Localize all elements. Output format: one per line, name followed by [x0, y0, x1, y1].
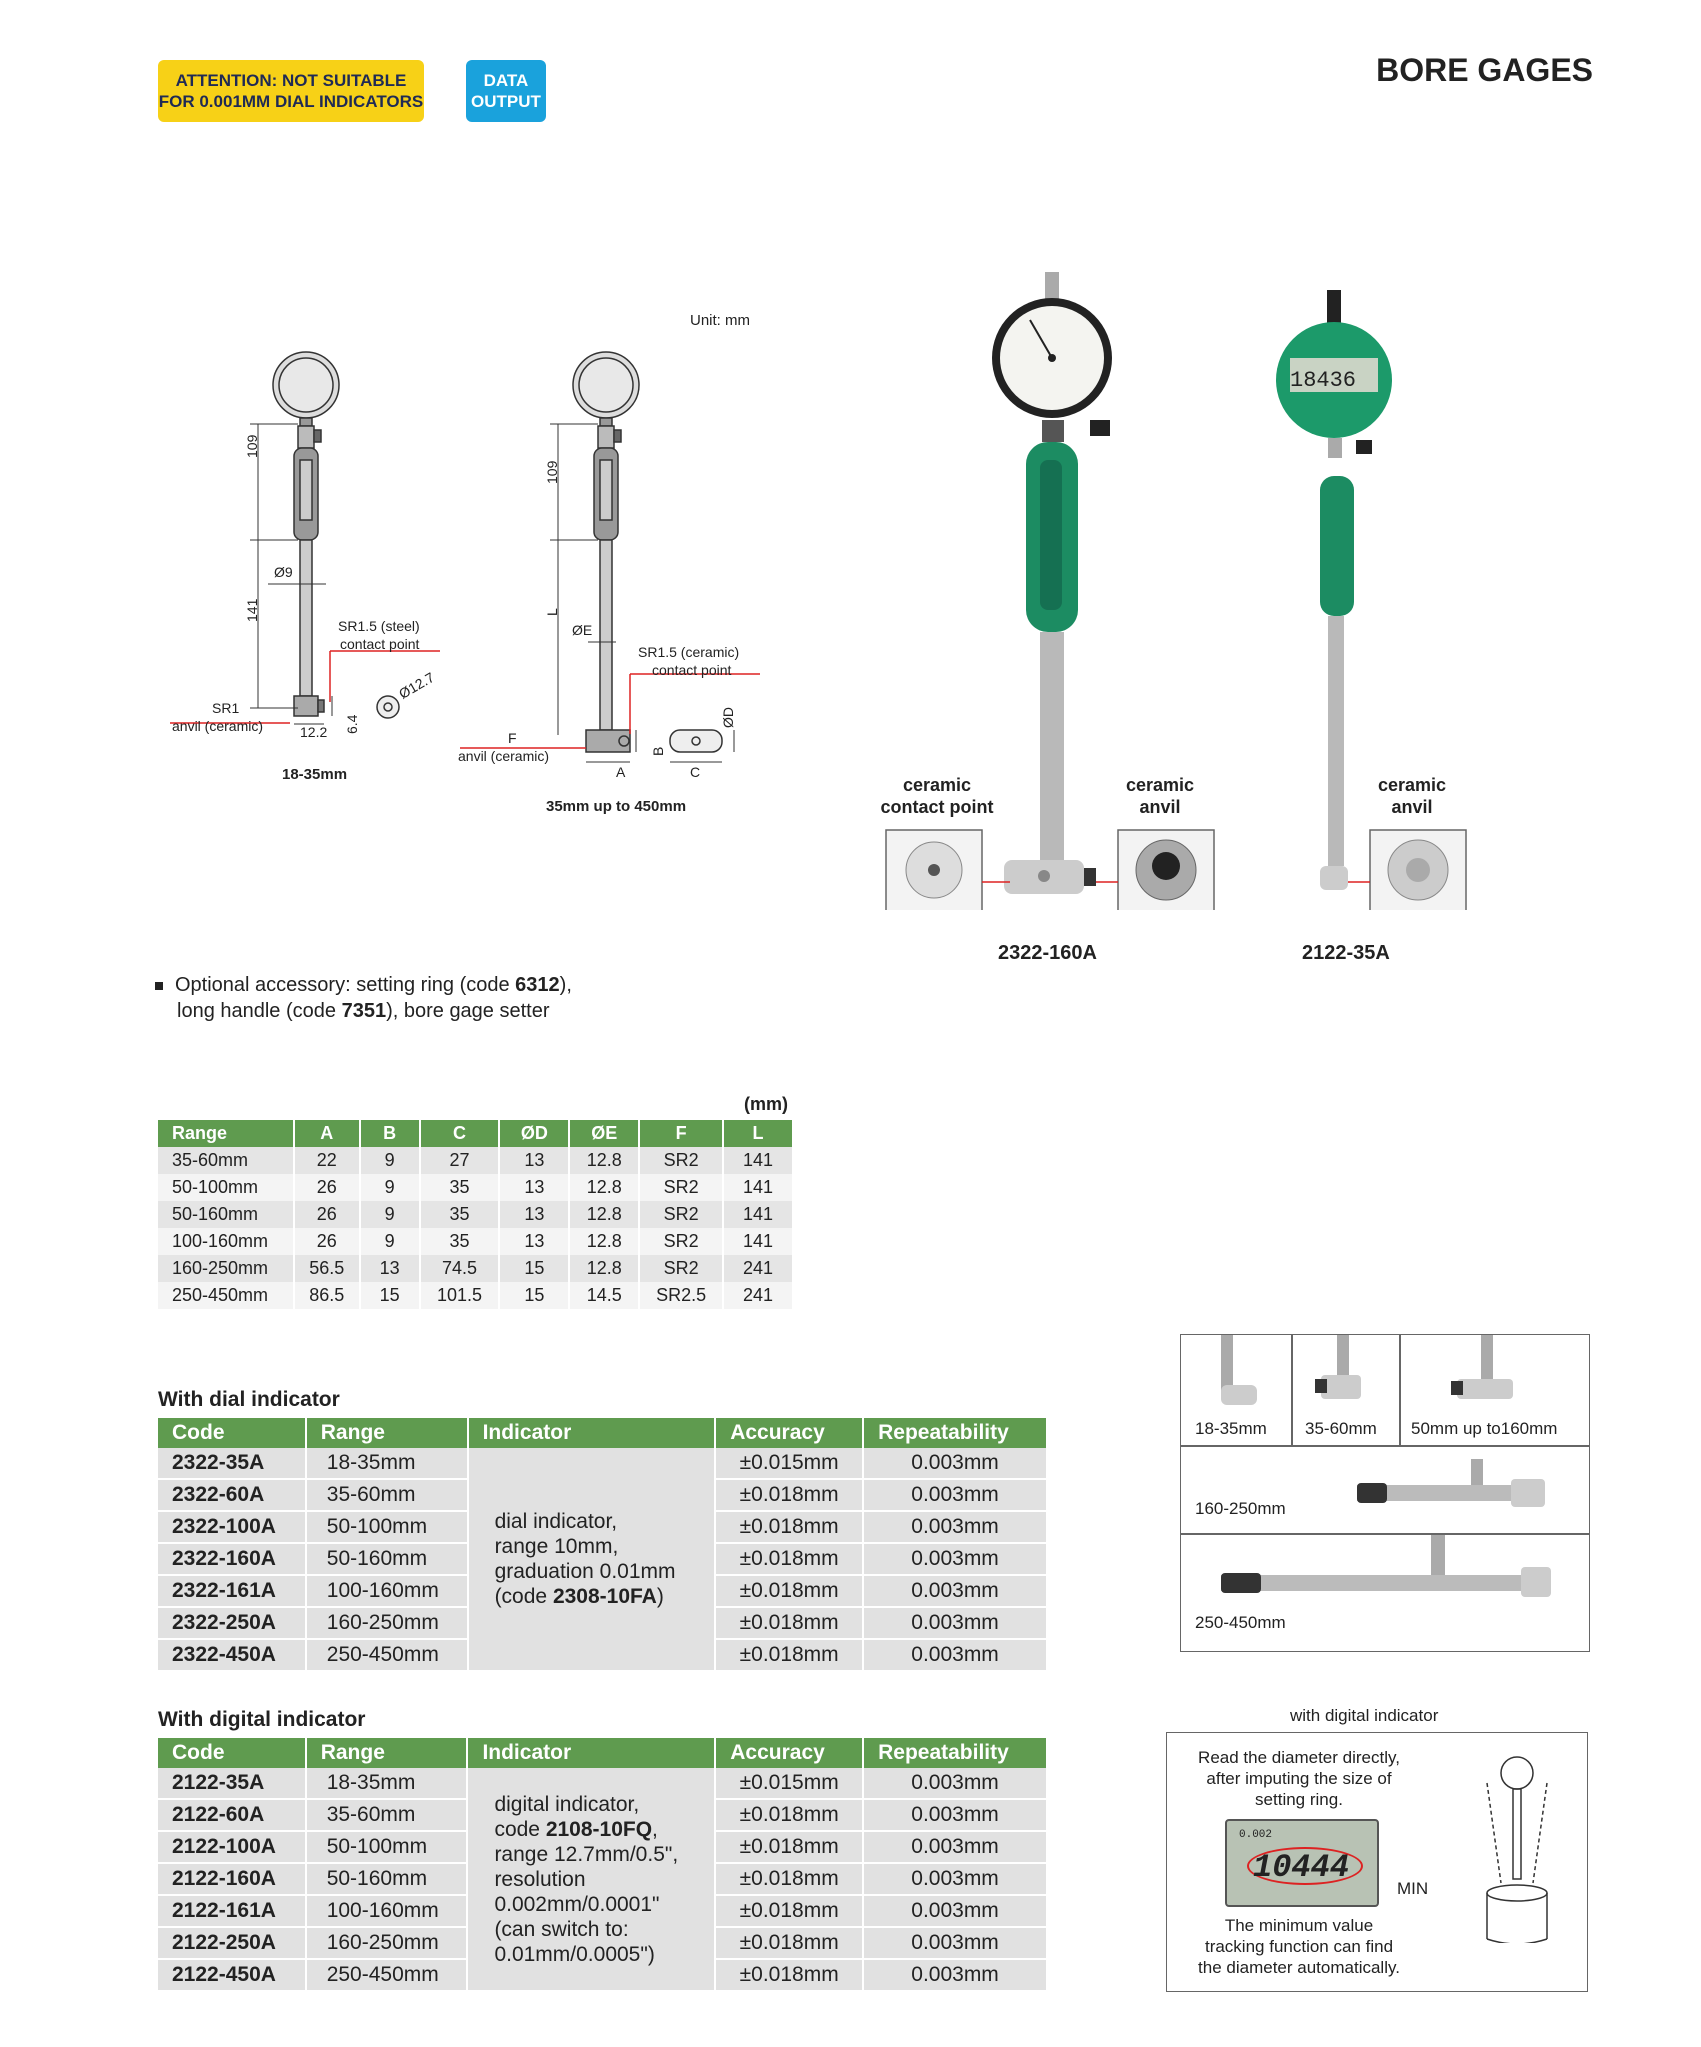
digital-header: Accuracy: [715, 1738, 863, 1768]
left-gauge-drawing: [273, 352, 399, 718]
dial-header: Repeatability: [863, 1418, 1047, 1448]
unit-label: Unit: mm: [690, 312, 750, 329]
model-range: 18-35mm: [306, 1448, 468, 1479]
indicator-code: 2108-10FQ: [545, 1817, 653, 1841]
table-cell: 241: [723, 1282, 793, 1309]
model-range: 18-35mm: [306, 1768, 468, 1799]
table-cell: 26: [294, 1201, 360, 1228]
data-line-2: OUTPUT: [471, 92, 541, 111]
model-accuracy: ±0.018mm: [715, 1959, 863, 1991]
model-code: 2322-250A: [158, 1607, 306, 1639]
text-line: Read the diameter directly,: [1198, 1748, 1400, 1767]
model-repeatability: 0.003mm: [863, 1895, 1047, 1927]
page-title: BORE GAGES: [1376, 52, 1593, 88]
label-ceramic-anvil-2: [1362, 774, 1462, 818]
model-repeatability: 0.003mm: [863, 1511, 1047, 1543]
model-range: 100-160mm: [306, 1895, 468, 1927]
dim-C: C: [690, 764, 701, 780]
attention-line-2: FOR 0.001MM DIAL INDICATORS: [158, 92, 424, 111]
digital-header-row: [158, 1738, 1047, 1768]
model-code: 2322-161A: [158, 1575, 306, 1607]
table-cell: 56.5: [294, 1255, 360, 1282]
dim-F: F: [508, 730, 517, 746]
dim-header: F: [639, 1120, 723, 1147]
model-repeatability: 0.003mm: [863, 1639, 1047, 1671]
table-cell: 141: [723, 1147, 793, 1174]
table-cell: 9: [360, 1228, 420, 1255]
table-row: [158, 1448, 1047, 1479]
model-accuracy: ±0.018mm: [715, 1863, 863, 1895]
table-cell: 27: [420, 1147, 500, 1174]
table-cell: 9: [360, 1174, 420, 1201]
label-line: ceramic: [1377, 775, 1447, 795]
table-cell: 50-100mm: [158, 1174, 294, 1201]
model-accuracy: ±0.018mm: [715, 1639, 863, 1671]
sr15-ceramic: SR1.5 (ceramic): [638, 644, 740, 660]
table-cell: 12.8: [569, 1174, 639, 1201]
label-line: ceramic: [1125, 775, 1195, 795]
model-code: 2322-60A: [158, 1479, 306, 1511]
dia127: Ø12.7: [396, 668, 438, 702]
model-range: 50-100mm: [306, 1831, 468, 1863]
indicator-text: ,: [652, 1817, 658, 1841]
dim-B: B: [650, 746, 666, 756]
table-cell: 160-250mm: [158, 1255, 294, 1282]
digital-box-title: with digital indicator: [1290, 1706, 1439, 1725]
table-cell: 35: [420, 1201, 500, 1228]
indicator-code: 2308-10FA: [552, 1585, 657, 1608]
model-range: 250-450mm: [306, 1959, 468, 1991]
table-cell: 13: [499, 1201, 569, 1228]
variant-250-450: 250-450mm: [1195, 1613, 1286, 1632]
model-repeatability: 0.003mm: [863, 1863, 1047, 1895]
label-ceramic-anvil-1: [1110, 774, 1210, 818]
indicator-text: (code: [494, 1585, 553, 1608]
label-line: ceramic: [902, 775, 972, 795]
table-row: [158, 1282, 793, 1309]
table-cell: SR2: [639, 1174, 723, 1201]
text-line: setting ring.: [1255, 1790, 1343, 1809]
digital-display-value: 18436: [1290, 368, 1357, 393]
dim-header: C: [420, 1120, 500, 1147]
dial-indicator-table: [158, 1418, 1048, 1672]
contact-point-left: contact point: [340, 636, 420, 652]
attention-badge: [158, 60, 424, 122]
attention-line-1: ATTENTION: NOT SUITABLE: [175, 71, 407, 90]
dim-header: ØD: [499, 1120, 569, 1147]
text-line: after imputing the size of: [1206, 1769, 1392, 1788]
indicator-line: (can switch to:: [494, 1917, 629, 1941]
model-range: 35-60mm: [306, 1799, 468, 1831]
table-cell: 12.8: [569, 1201, 639, 1228]
model-code: 2322-160A: [158, 1543, 306, 1575]
text-line: the diameter automatically.: [1198, 1958, 1400, 1977]
table-row: [158, 1228, 793, 1255]
digital-text-bottom: [1179, 1915, 1419, 1978]
model-range: 160-250mm: [306, 1607, 468, 1639]
acc-code-7351: 7351: [341, 1000, 387, 1022]
indicator-text: ): [656, 1585, 664, 1608]
digital-text-top: [1179, 1747, 1419, 1810]
dim-table-unit: (mm): [744, 1094, 788, 1114]
dial-header: Code: [158, 1418, 306, 1448]
indicator-line: range 10mm,: [494, 1535, 619, 1558]
digital-header: Code: [158, 1738, 306, 1768]
dim-122: 12.2: [300, 724, 328, 740]
label-line: anvil: [1139, 797, 1181, 817]
lcd-value: 10444: [1253, 1849, 1350, 1886]
table-row: [158, 1255, 793, 1282]
model-repeatability: 0.003mm: [863, 1543, 1047, 1575]
table-row: [158, 1201, 793, 1228]
table-cell: 141: [723, 1201, 793, 1228]
dim-header: Range: [158, 1120, 294, 1147]
digital-header: Indicator: [467, 1738, 715, 1768]
accessory-note: [155, 972, 572, 1024]
digital-feature-box: [1166, 1732, 1588, 1992]
dim-109-left: 109: [244, 434, 260, 458]
table-cell: SR2: [639, 1255, 723, 1282]
table-cell: 15: [499, 1255, 569, 1282]
dim-header: B: [360, 1120, 420, 1147]
dim-L: L: [544, 608, 560, 616]
caption-right: 35mm up to 450mm: [546, 798, 687, 815]
dim-header-row: [158, 1120, 793, 1147]
model-accuracy: ±0.018mm: [715, 1799, 863, 1831]
table-cell: 13: [499, 1174, 569, 1201]
dim-header: L: [723, 1120, 793, 1147]
table-cell: SR2.5: [639, 1282, 723, 1309]
table-cell: 13: [499, 1147, 569, 1174]
table-cell: 86.5: [294, 1282, 360, 1309]
variant-50-160: 50mm up to160mm: [1411, 1419, 1558, 1438]
dim-109-right: 109: [544, 460, 560, 484]
model-code: 2322-450A: [158, 1639, 306, 1671]
min-label: MIN: [1397, 1879, 1429, 1898]
sr1: SR1: [212, 700, 240, 716]
acc-text: ), bore gage setter: [386, 1000, 550, 1022]
indicator-code-line: [495, 1584, 715, 1609]
acc-text: Optional accessory: setting ring (code: [175, 974, 516, 996]
dial-header: Indicator: [468, 1418, 716, 1448]
table-cell: 250-450mm: [158, 1282, 294, 1309]
model-repeatability: 0.003mm: [863, 1448, 1047, 1479]
table-cell: SR2: [639, 1147, 723, 1174]
model-code: 2122-60A: [158, 1799, 306, 1831]
table-cell: 22: [294, 1147, 360, 1174]
digital-header: Repeatability: [863, 1738, 1047, 1768]
model-accuracy: ±0.018mm: [715, 1575, 863, 1607]
dial-header-row: [158, 1418, 1047, 1448]
model-code: 2122-161A: [158, 1895, 306, 1927]
table-cell: 13: [360, 1255, 420, 1282]
model-accuracy: ±0.018mm: [715, 1831, 863, 1863]
indicator-code-line: [494, 1817, 714, 1842]
model-code: 2322-100A: [158, 1511, 306, 1543]
variant-18-35: 18-35mm: [1195, 1419, 1267, 1438]
data-line-1: DATA: [483, 71, 529, 90]
dial-header: Accuracy: [715, 1418, 863, 1448]
model-2122-35A: 2122-35A: [1302, 942, 1390, 964]
indicator-line: range 12.7mm/0.5",: [494, 1842, 679, 1866]
acc-text: long handle (code: [177, 1000, 342, 1022]
indicator-line: digital indicator,: [494, 1792, 640, 1816]
indicator-line: 0.01mm/0.0005"): [494, 1942, 655, 1966]
table-row: [158, 1174, 793, 1201]
model-accuracy: ±0.018mm: [715, 1927, 863, 1959]
table-cell: 9: [360, 1201, 420, 1228]
table-cell: 35: [420, 1174, 500, 1201]
table-cell: 26: [294, 1228, 360, 1255]
model-code: 2122-250A: [158, 1927, 306, 1959]
model-accuracy: ±0.018mm: [715, 1895, 863, 1927]
table-cell: 50-160mm: [158, 1201, 294, 1228]
indicator-line: graduation 0.01mm: [494, 1560, 676, 1583]
digital-indicator-table: [158, 1738, 1048, 1992]
model-code: 2122-160A: [158, 1863, 306, 1895]
model-2322-160A: 2322-160A: [998, 942, 1097, 964]
anvil-ceramic-right: anvil (ceramic): [458, 748, 550, 764]
text-line: tracking function can find: [1204, 1937, 1394, 1956]
model-range: 50-160mm: [306, 1543, 468, 1575]
model-range: 35-60mm: [306, 1479, 468, 1511]
acc-text: ),: [559, 974, 572, 996]
dimension-table: [158, 1120, 794, 1309]
model-repeatability: 0.003mm: [863, 1479, 1047, 1511]
sr15-steel: SR1.5 (steel): [338, 618, 420, 634]
table-cell: 12.8: [569, 1255, 639, 1282]
indicator-text: code: [494, 1817, 546, 1841]
model-range: 160-250mm: [306, 1927, 468, 1959]
dim-dia9: Ø9: [274, 564, 293, 580]
table-cell: 35-60mm: [158, 1147, 294, 1174]
table-cell: 14.5: [569, 1282, 639, 1309]
indicator-description: [467, 1768, 715, 1991]
table-cell: 74.5: [420, 1255, 500, 1282]
bore-measurement-illustration: [1457, 1743, 1577, 1943]
table-cell: 241: [723, 1255, 793, 1282]
model-range: 50-160mm: [306, 1863, 468, 1895]
table-cell: SR2: [639, 1228, 723, 1255]
model-code: 2322-35A: [158, 1448, 306, 1479]
indicator-line: 0.002mm/0.0001": [494, 1892, 660, 1916]
variants-illustration: [1181, 1335, 1589, 1651]
table-row: [158, 1147, 793, 1174]
model-repeatability: 0.003mm: [863, 1607, 1047, 1639]
table-cell: 12.8: [569, 1228, 639, 1255]
label-line: contact point: [880, 797, 994, 817]
label-ceramic-contact-point: [852, 774, 1022, 818]
dim-header: ØE: [569, 1120, 639, 1147]
variants-box: [1180, 1334, 1590, 1652]
table-cell: SR2: [639, 1201, 723, 1228]
digital-header: Range: [306, 1738, 468, 1768]
model-range: 100-160mm: [306, 1575, 468, 1607]
dim-141-left: 141: [244, 598, 260, 622]
model-accuracy: ±0.018mm: [715, 1479, 863, 1511]
model-code: 2122-35A: [158, 1768, 306, 1799]
lcd-small-value: 0.002: [1239, 1829, 1273, 1841]
indicator-line: resolution: [494, 1867, 586, 1891]
model-accuracy: ±0.018mm: [715, 1511, 863, 1543]
model-repeatability: 0.003mm: [863, 1575, 1047, 1607]
lcd-display: [1225, 1819, 1379, 1907]
table-cell: 15: [360, 1282, 420, 1309]
variant-35-60: 35-60mm: [1305, 1419, 1377, 1438]
table-cell: 13: [499, 1228, 569, 1255]
model-accuracy: ±0.018mm: [715, 1543, 863, 1575]
model-accuracy: ±0.015mm: [715, 1448, 863, 1479]
table-cell: 100-160mm: [158, 1228, 294, 1255]
dim-A: A: [616, 764, 626, 780]
indicator-description: [468, 1448, 716, 1671]
caption-left: 18-35mm: [282, 766, 348, 783]
dim-64: 6.4: [344, 714, 360, 734]
model-range: 250-450mm: [306, 1639, 468, 1671]
model-code: 2122-100A: [158, 1831, 306, 1863]
table-cell: 35: [420, 1228, 500, 1255]
dim-dD: ØD: [720, 707, 736, 728]
model-accuracy: ±0.018mm: [715, 1607, 863, 1639]
model-repeatability: 0.003mm: [863, 1927, 1047, 1959]
model-range: 50-100mm: [306, 1511, 468, 1543]
table-cell: 9: [360, 1147, 420, 1174]
digital-table-title: With digital indicator: [158, 1708, 366, 1731]
dial-table-title: With dial indicator: [158, 1388, 340, 1411]
indicator-line: dial indicator,: [494, 1510, 618, 1533]
data-output-badge: [466, 60, 546, 122]
model-code: 2122-450A: [158, 1959, 306, 1991]
contact-point-right: contact point: [652, 662, 732, 678]
table-cell: 141: [723, 1228, 793, 1255]
model-repeatability: 0.003mm: [863, 1768, 1047, 1799]
label-line: anvil: [1391, 797, 1433, 817]
model-repeatability: 0.003mm: [863, 1959, 1047, 1991]
model-repeatability: 0.003mm: [863, 1831, 1047, 1863]
table-cell: 15: [499, 1282, 569, 1309]
model-repeatability: 0.003mm: [863, 1799, 1047, 1831]
text-line: The minimum value: [1224, 1916, 1374, 1935]
table-row: [158, 1768, 1047, 1799]
table-cell: 141: [723, 1174, 793, 1201]
model-accuracy: ±0.015mm: [715, 1768, 863, 1799]
table-cell: 12.8: [569, 1147, 639, 1174]
dim-dE: ØE: [572, 622, 593, 638]
table-cell: 101.5: [420, 1282, 500, 1309]
variant-160-250: 160-250mm: [1195, 1499, 1286, 1518]
anvil-ceramic-left: anvil (ceramic): [172, 718, 264, 734]
bullet-icon: [155, 982, 163, 990]
acc-code-6312: 6312: [515, 974, 560, 996]
right-gauge-drawing: [573, 352, 722, 752]
dim-header: A: [294, 1120, 360, 1147]
table-cell: 26: [294, 1174, 360, 1201]
dial-header: Range: [306, 1418, 468, 1448]
